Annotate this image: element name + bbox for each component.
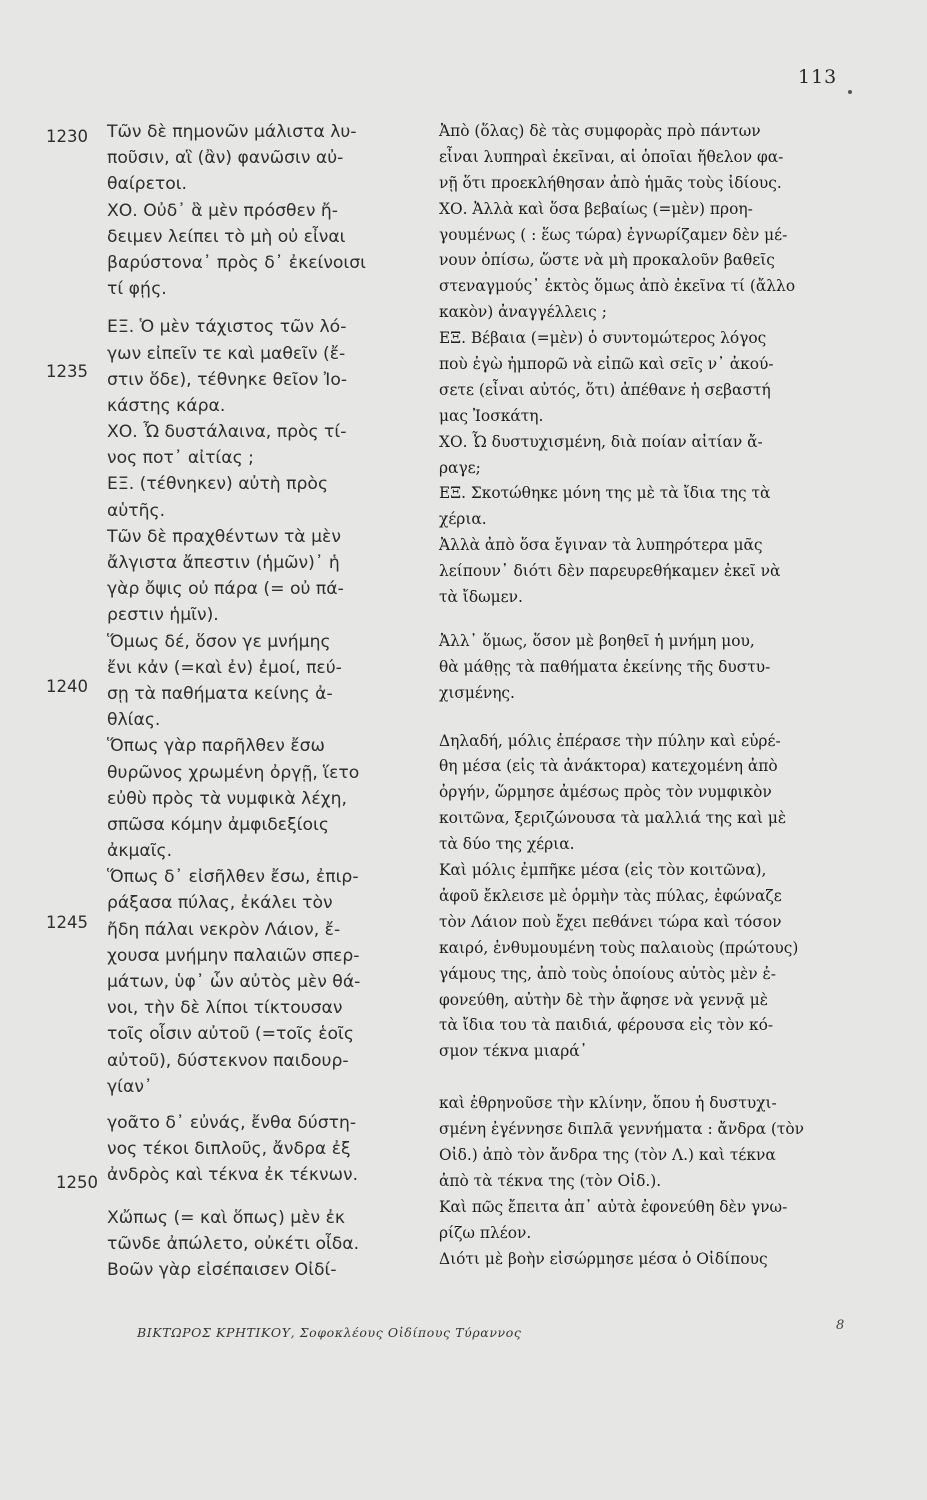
text-line: σμον τέκνα μιαρά᾽ (439, 1042, 588, 1061)
text-line: μάτων, ὑφ᾽ ὧν αὐτὸς μὲν θά- (107, 972, 361, 992)
text-line: νος ποτ᾽ αἰτίας ; (107, 448, 254, 469)
text-line: Τῶν δὲ πημονῶν μάλιστα λυ- (107, 122, 357, 142)
text-line: στεναγμούς᾽ ἐκτὸς ὅμως ἀπὸ ἐκεῖνα τί (ἄλλο (439, 277, 796, 296)
text-line: νος τέκοι διπλοῦς, ἄνδρα ἐξ (107, 1139, 351, 1160)
text-line: ΧΟ. Οὐδ᾽ ἃ μὲν πρόσθεν ἤ- (107, 200, 338, 221)
text-line: εἶναι λυπηραὶ ἐκεῖναι, αἱ ὁποῖαι ἤθελον φα- (439, 147, 784, 166)
text-line: ποῦσιν, αἳ (ἂν) φανῶσιν αὐ- (107, 148, 344, 169)
text-line: ραγε; (439, 458, 481, 477)
text-line: ΕΞ. Βέβαια (=μὲν) ὁ συντομώτερος λόγος (439, 329, 767, 348)
text-line: ΧΟ. Ἀλλὰ καὶ ὅσα βεβαίως (=μὲν) προη- (439, 199, 753, 218)
text-line: βαρύστονα᾽ πρὸς δ᾽ ἐκείνοισι (107, 252, 366, 273)
text-line: νοι, τὴν δὲ λίποι τίκτουσαν (107, 998, 343, 1019)
text-line: κάστης κάρα. (107, 395, 226, 416)
line-number: 1230 (46, 127, 88, 146)
text-line: Βοῶν γὰρ εἰσέπαισεν Οἰδί- (107, 1259, 337, 1280)
text-line: χουσα μνήμην παλαιῶν σπερ- (107, 945, 360, 966)
text-line: κακὸν) ἀναγγέλλεις ; (439, 303, 607, 322)
text-line: ποὺ ἐγὼ ἠμπορῶ νὰ εἰπῶ καὶ σεῖς ν᾽ ἀκού- (439, 355, 774, 374)
text-line: ἀφοῦ ἔκλεισε μὲ ὁρμὴν τὰς πύλας, ἐφώναζε (439, 886, 782, 905)
text-line: καιρό, ἐνθυμουμένη τοὺς παλαιοὺς (πρώτους) (439, 938, 799, 957)
text-line: Τῶν δὲ πραχθέντων τὰ μὲν (107, 526, 341, 547)
text-line: Οἰδ.) ἀπὸ τὸν ἄνδρα της (τὸν Λ.) καὶ τέκνα (439, 1145, 776, 1164)
line-number: 1235 (46, 362, 88, 381)
text-line: σετε (εἶναι αὐτός, ὅτι) ἀπέθανε ἡ σεβαστή (439, 380, 771, 399)
text-line: τί φῄς. (107, 279, 167, 300)
text-line: ΕΞ. Ὁ μὲν τάχιστος τῶν λό- (107, 317, 347, 338)
text-line: ἔνι κἀν (=καὶ ἐν) ἐμοί, πεύ- (107, 657, 342, 678)
text-line: ρίζω πλέον. (439, 1223, 532, 1242)
text-line: ἤδη πάλαι νεκρὸν Λάιον, ἔ- (107, 919, 341, 940)
text-line: τοῖς οἷσιν αὐτοῦ (=τοῖς ἑοῖς (107, 1024, 354, 1045)
text-line: σμένη ἐγέννησε διπλᾶ γεννήματα : ἄνδρα (τὸν (439, 1120, 805, 1139)
text-line: νουν ὀπίσω, ὥστε νὰ μὴ προκαλοῦν βαθεῖς (439, 251, 775, 270)
text-line: Ὅπως γὰρ παρῆλθεν ἔσω (107, 736, 325, 757)
text-line: τὸν Λάιον ποὺ ἔχει πεθάνει τώρα καὶ τόσον (439, 912, 782, 931)
footer-author-line: ΒΙΚΤΩΡΟΣ ΚΡΗΤΙΚΟΥ, Σοφοκλέους Οἰδίπους Τύραννος (137, 1325, 522, 1340)
text-line: θὰ μάθῃς τὰ παθήματα ἐκείνης τῆς δυστυ- (439, 657, 771, 676)
text-line: θαίρετοι. (107, 174, 188, 195)
line-number: 1250 (56, 1173, 98, 1192)
text-line: ἄλγιστα ἄπεστιν (ἡμῶν)᾽ ἡ (107, 553, 340, 573)
text-line: Ἀπὸ (ὅλας) δὲ τὰς συμφορὰς πρὸ πάντων (439, 122, 761, 140)
translation-column (439, 119, 881, 1272)
text-line: θλίας. (107, 710, 161, 731)
greek-original-column (107, 119, 425, 1283)
text-line: Ἀλλὰ ἀπὸ ὅσα ἔγιναν τὰ λυπηρότερα μᾶς (439, 536, 763, 555)
text-line: θη μέσα (εἰς τὰ ἀνάκτορα) κατεχομένη ἀπὸ (439, 757, 778, 776)
text-line: ΧΟ. Ὦ δυστάλαινα, πρὸς τί- (107, 422, 347, 443)
text-line: Δηλαδή, μόλις ἐπέρασε τὴν πύλην καὶ εὑρέ- (439, 731, 781, 750)
page-number: 113 (798, 66, 838, 88)
text-line: χισμένης. (439, 683, 515, 702)
signature-mark: 8 (836, 1318, 845, 1333)
text-line: σπῶσα κόμην ἀμφιδεξίοις (107, 814, 329, 835)
text-line: Ἀλλ᾽ ὅμως, ὅσον μὲ βοηθεῖ ἡ μνήμη μου, (439, 631, 755, 650)
text-line: Καὶ πῶς ἔπειτα ἀπ᾽ αὐτὰ ἐφονεύθη δὲν γνω- (439, 1197, 788, 1216)
text-line: κοιτῶνα, ξεριζώνουσα τὰ μαλλιά της καὶ μὲ (439, 809, 787, 828)
text-line: μας Ἰοσκάτη. (439, 406, 544, 425)
text-line: γουμένως ( : ἕως τώρα) ἐγνωρίζαμεν δὲν μέ- (439, 225, 788, 244)
text-line: ΕΞ. (τέθνηκεν) αὐτὴ πρὸς (107, 474, 329, 495)
text-line: καὶ ἐθρηνοῦσε τὴν κλίνην, ὅπου ἡ δυστυχι- (439, 1094, 777, 1113)
text-line: εὐθὺ πρὸς τὰ νυμφικὰ λέχη, (107, 788, 347, 809)
text-line: χέρια. (439, 510, 487, 529)
text-line: ἀπὸ τὰ τέκνα της (τὸν Οἰδ.). (439, 1171, 662, 1190)
text-line: ἀκμαῖς. (107, 841, 173, 862)
text-line: τῶνδε ἀπώλετο, οὐκέτι οἶδα. (107, 1233, 360, 1254)
text-line: ΧΟ. Ὦ δυστυχισμένη, διὰ ποίαν αἰτίαν ἄ- (439, 432, 763, 451)
text-line: γίαν᾽ (107, 1076, 153, 1097)
text-line: ΕΞ. Σκοτώθηκε μόνη της μὲ τὰ ἴδια της τὰ (439, 484, 771, 503)
text-line: ἀνδρὸς καὶ τέκνα ἐκ τέκνων. (107, 1165, 359, 1186)
text-line: Διότι μὲ βοὴν εἰσώρμησε μέσα ὁ Οἰδίπους (439, 1249, 768, 1268)
page-speck (848, 90, 852, 94)
text-line: αὑτῆς. (107, 500, 166, 521)
text-line: γοᾶτο δ᾽ εὐνάς, ἔνθα δύστη- (107, 1112, 357, 1133)
text-line: νῇ ὅτι προεκλήθησαν ἀπὸ ἡμᾶς τοὺς ἰδίους. (439, 173, 782, 192)
text-line: λείπουν᾽ διότι δὲν παρευρεθήκαμεν ἐκεῖ νὰ (439, 562, 781, 581)
text-line: ρεστιν ἡμῖν). (107, 605, 219, 626)
text-line: τὰ ἴδια του τὰ παιδιά, φέρουσα εἰς τὸν κό- (439, 1016, 774, 1035)
text-line: στιν ὅδε), τέθνηκε θεῖον Ἰο- (107, 369, 348, 390)
text-line: σῃ τὰ παθήματα κείνης ἀ- (107, 683, 333, 704)
text-line: γὰρ ὄψις οὐ πάρα (= οὐ πά- (107, 579, 344, 600)
text-line: τὰ δύο της χέρια. (439, 835, 575, 854)
text-line: θυρῶνος χρωμένη ὀργῇ, ἵετο (107, 762, 360, 783)
text-line: φονεύθη, αὐτὴν δὲ τὴν ἄφησε νὰ γεννᾷ μὲ (439, 990, 768, 1009)
text-line: Καὶ μόλις ἐμπῆκε μέσα (εἰς τὸν κοιτῶνα), (439, 861, 767, 880)
text-line: Ὅπως δ᾽ εἰσῆλθεν ἔσω, ἐπιρ- (107, 867, 359, 888)
text-line: τὰ ἴδωμεν. (439, 588, 523, 607)
text-line: αὐτοῦ), δύστεκνον παιδουρ- (107, 1050, 349, 1071)
text-line: Χὤπως (= καὶ ὅπως) μὲν ἐκ (107, 1207, 345, 1228)
line-number: 1240 (46, 677, 88, 696)
text-line: γων εἰπεῖν τε καὶ μαθεῖν (ἔ- (107, 343, 346, 364)
text-line: δειμεν λείπει τὸ μὴ οὐ εἶναι (107, 226, 346, 247)
text-line: γάμους της, ἀπὸ τοὺς ὁποίους αὐτὸς μὲν ἐ- (439, 964, 777, 983)
text-line: ράξασα πύλας, ἐκάλει τὸν (107, 893, 333, 914)
line-number: 1245 (46, 913, 88, 932)
text-line: Ὅμως δέ, ὅσον γε μνήμης (107, 631, 331, 652)
text-line: ὀργήν, ὥρμησε ἀμέσως πρὸς τὸν νυμφικὸν (439, 783, 772, 802)
